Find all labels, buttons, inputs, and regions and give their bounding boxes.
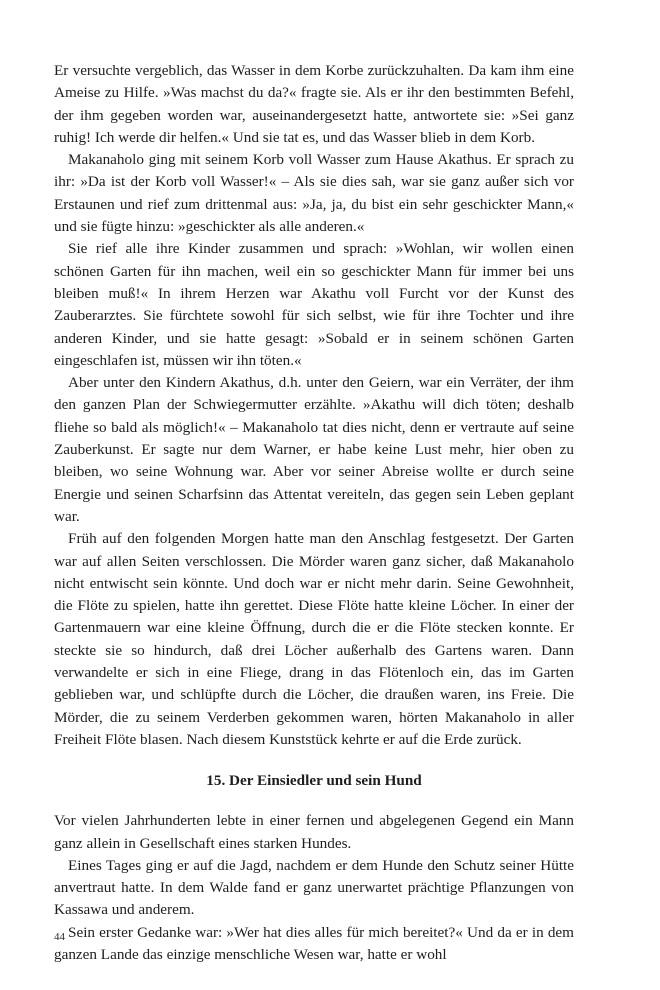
paragraph: Vor vielen Jahrhunderten lebte in einer fernen und abgelegenen Gegend ein Mann ganz allein in Gesellschaft eines starken Hundes. [54,812,574,852]
section-heading: 15. Der Einsiedler und sein Hund [206,772,422,790]
paragraph: Früh auf den folgenden Morgen hatte man den Anschlag festgesetzt. Der Garten war auf allen Seiten verschlossen. Die Mörder waren ganz sicher, daß Makanaholo nicht entwischt sein könnte. Und doch war er nicht mehr darin. Seine Gewohnheit, die Flöte zu spielen, hatte ihn gerettet. Diese Flöte hatte kleine Löcher. In einer der Gartenmauern war eine kleine Öffnung, durch die er die Flöte stecken konnte. Er steckte sie so hindurch, daß drei Löcher außerhalb des Gartens waren. Dann verwandelte er sich in eine Fliege, drang in das Flötenloch ein, das im Garten geblieben war, und schlüpfte durch die Löcher, die draußen waren, ins Freie. Die Mörder, die zu seinem Verderben gekommen waren, hörten Makanaholo in aller Freiheit Flöte blasen. Nach diesem Kunststück kehrte er auf die Erde zurück. [54,530,574,748]
page-body [54,60,574,966]
paragraph: Sie rief alle ihre Kinder zusammen und sprach: »Wohlan, wir wollen einen schönen Garten für ihn machen, weil ein so geschickter Mann für immer bei uns bleiben muß!« In ihrem Herzen war Akathu voll Furcht vor der Kunst des Zauberarztes. Sie fürchtete sowohl für sich selbst, wie für ihre Tochter und ihre anderen Kinder, und sie hatte gesagt: »Sobald er in seinem schönen Garten eingeschlafen ist, müssen wir ihn töten.« [54,240,574,369]
paragraph: Makanaholo ging mit seinem Korb voll Wasser zum Hause Akathus. Er sprach zu ihr: »Da ist der Korb voll Wasser!« – Als sie dies sah, war sie ganz außer sich vor Erstaunen und rief zum drittenmal aus: »Ja, ja, du bist ein sehr geschickter Mann,« und sie fügte hinzu: »geschickter als alle anderen.« [54,151,574,236]
paragraph: Sein erster Gedanke war: »Wer hat dies alles für mich bereitet?« Und da er in dem ganzen Lande das einzige menschliche Wesen war, hatte er wohl [54,923,574,963]
paragraph: Aber unter den Kindern Akathus, d.h. unter den Geiern, war ein Verräter, der ihm den ganzen Plan der Schwiegermutter erzählte. »Akathu will dich töten; deshalb fliehe so bald als möglich!« – Makanaholo tat dies nicht, denn er vertraute auf seine Zauberkunst. Er sagte nur dem Warner, er habe keine Lust mehr, hier oben zu bleiben, wo seine Wohnung war. Aber vor seiner Abreise wollte er durch seine Energie und seinen Scharfsinn das Attentat vereiteln, das gegen sein Leben geplant war. [54,374,574,525]
paragraph: Er versuchte vergeblich, das Wasser in dem Korbe zurückzuhalten. Da kam ihm eine Ameise zu Hilfe. »Was machst du da?« fragte sie. Als er ihr den bestimmten Befehl, der ihm gegeben worden war, auseinandergesetzt hatte, antwortete sie: »Sei ganz ruhig! Ich werde dir helfen.« Und sie tat es, und das Wasser blieb in dem Korb. [54,62,574,146]
paragraph: Eines Tages ging er auf die Jagd, nachdem er dem Hunde den Schutz seiner Hütte anvertraut hatte. In dem Walde fand er ganz unerwartet prächtige Pflanzungen von Kassawa und anderem. [54,856,574,919]
page-number: 44 [54,931,65,943]
